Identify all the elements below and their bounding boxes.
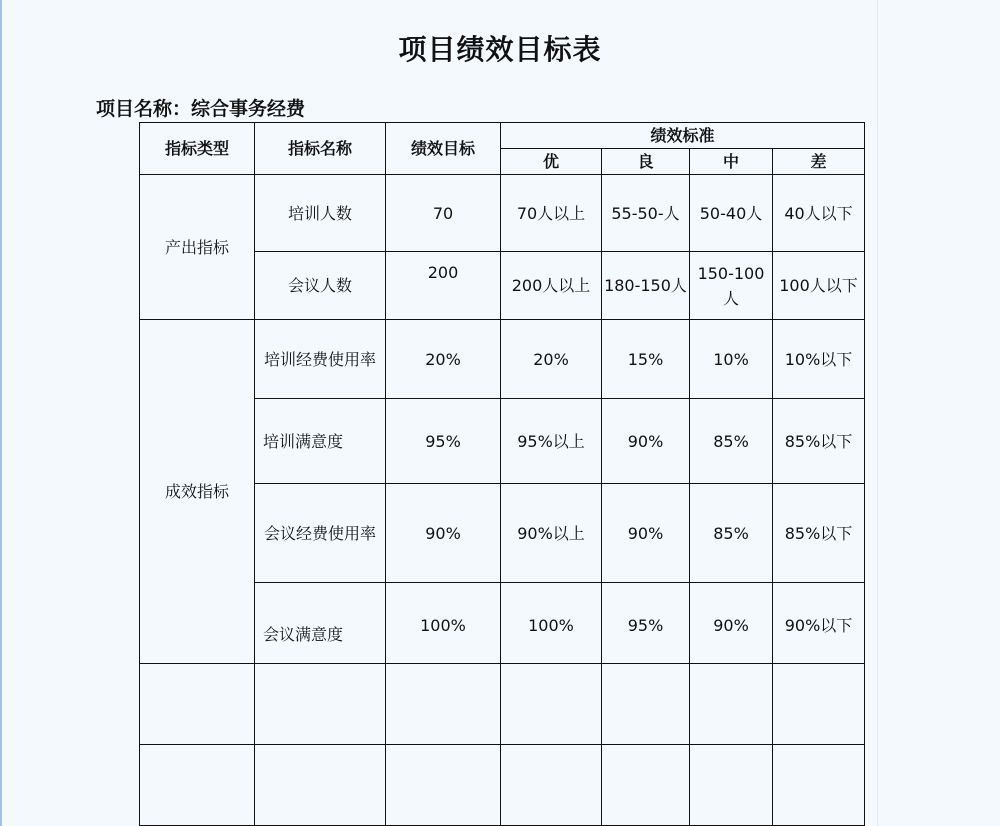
empty-cell xyxy=(386,664,501,745)
window-left-edge xyxy=(0,0,2,826)
empty-cell xyxy=(773,745,865,826)
performance-table xyxy=(139,122,865,826)
standard-excellent-cell: 200人以上 xyxy=(501,252,602,320)
standard-excellent-cell: 100% xyxy=(501,583,602,664)
standard-poor-cell: 40人以下 xyxy=(773,175,865,252)
target-cell: 100% xyxy=(386,583,501,664)
indicator-name-cell: 会议人数 xyxy=(255,252,386,320)
empty-cell xyxy=(501,664,602,745)
empty-cell xyxy=(602,745,690,826)
page-title: 项目绩效目标表 xyxy=(398,33,602,66)
table-row xyxy=(140,175,865,252)
header-performance-standard: 绩效标准 xyxy=(501,123,865,149)
project-name-value: 综合事务经费 xyxy=(191,98,306,120)
standard-poor-cell: 85%以下 xyxy=(773,399,865,484)
standard-excellent-cell: 95%以上 xyxy=(501,399,602,484)
standard-excellent-cell: 90%以上 xyxy=(501,484,602,583)
indicator-type-outcome: 成效指标 xyxy=(140,320,255,664)
standard-good-cell: 180-150人 xyxy=(602,252,690,320)
empty-cell xyxy=(690,745,773,826)
indicator-name-cell: 培训经费使用率 xyxy=(255,320,386,399)
target-cell: 200 xyxy=(386,252,501,320)
empty-cell xyxy=(602,664,690,745)
standard-medium-cell: 10% xyxy=(690,320,773,399)
standard-poor-cell: 100人以下 xyxy=(773,252,865,320)
empty-cell xyxy=(386,745,501,826)
empty-table-row xyxy=(140,745,865,826)
header-level-medium: 中 xyxy=(690,149,773,175)
standard-medium-cell: 85% xyxy=(690,399,773,484)
indicator-name-cell: 培训人数 xyxy=(255,175,386,252)
standard-good-cell: 95% xyxy=(602,583,690,664)
standard-excellent-cell: 70人以上 xyxy=(501,175,602,252)
target-cell: 90% xyxy=(386,484,501,583)
empty-table-row xyxy=(140,664,865,745)
header-indicator-type: 指标类型 xyxy=(140,123,255,175)
standard-poor-cell: 10%以下 xyxy=(773,320,865,399)
empty-cell xyxy=(255,664,386,745)
standard-medium-cell: 50-40人 xyxy=(690,175,773,252)
target-cell: 20% xyxy=(386,320,501,399)
standard-medium-cell: 90% xyxy=(690,583,773,664)
target-cell: 95% xyxy=(386,399,501,484)
project-name-line xyxy=(96,94,305,121)
indicator-name-cell: 会议经费使用率 xyxy=(255,484,386,583)
standard-good-cell: 15% xyxy=(602,320,690,399)
indicator-name-cell: 会议满意度 xyxy=(255,583,386,664)
standard-poor-cell: 85%以下 xyxy=(773,484,865,583)
target-cell: 70 xyxy=(386,175,501,252)
page-right-edge xyxy=(877,0,878,826)
empty-cell xyxy=(501,745,602,826)
header-level-excellent: 优 xyxy=(501,149,602,175)
standard-poor-cell: 90%以下 xyxy=(773,583,865,664)
project-name-label: 项目名称： xyxy=(96,98,192,120)
indicator-type-output: 产出指标 xyxy=(140,175,255,320)
header-level-poor: 差 xyxy=(773,149,865,175)
empty-cell xyxy=(255,745,386,826)
standard-good-cell: 90% xyxy=(602,399,690,484)
standard-good-cell: 90% xyxy=(602,484,690,583)
empty-cell xyxy=(140,664,255,745)
header-performance-target: 绩效目标 xyxy=(386,123,501,175)
standard-good-cell: 55-50-人 xyxy=(602,175,690,252)
header-level-good: 良 xyxy=(602,149,690,175)
empty-cell xyxy=(140,745,255,826)
standard-medium-cell: 150-100人 xyxy=(690,252,773,320)
empty-cell xyxy=(773,664,865,745)
table-row xyxy=(140,320,865,399)
header-indicator-name: 指标名称 xyxy=(255,123,386,175)
standard-medium-cell: 85% xyxy=(690,484,773,583)
empty-cell xyxy=(690,664,773,745)
standard-excellent-cell: 20% xyxy=(501,320,602,399)
indicator-name-cell: 培训满意度 xyxy=(255,399,386,484)
